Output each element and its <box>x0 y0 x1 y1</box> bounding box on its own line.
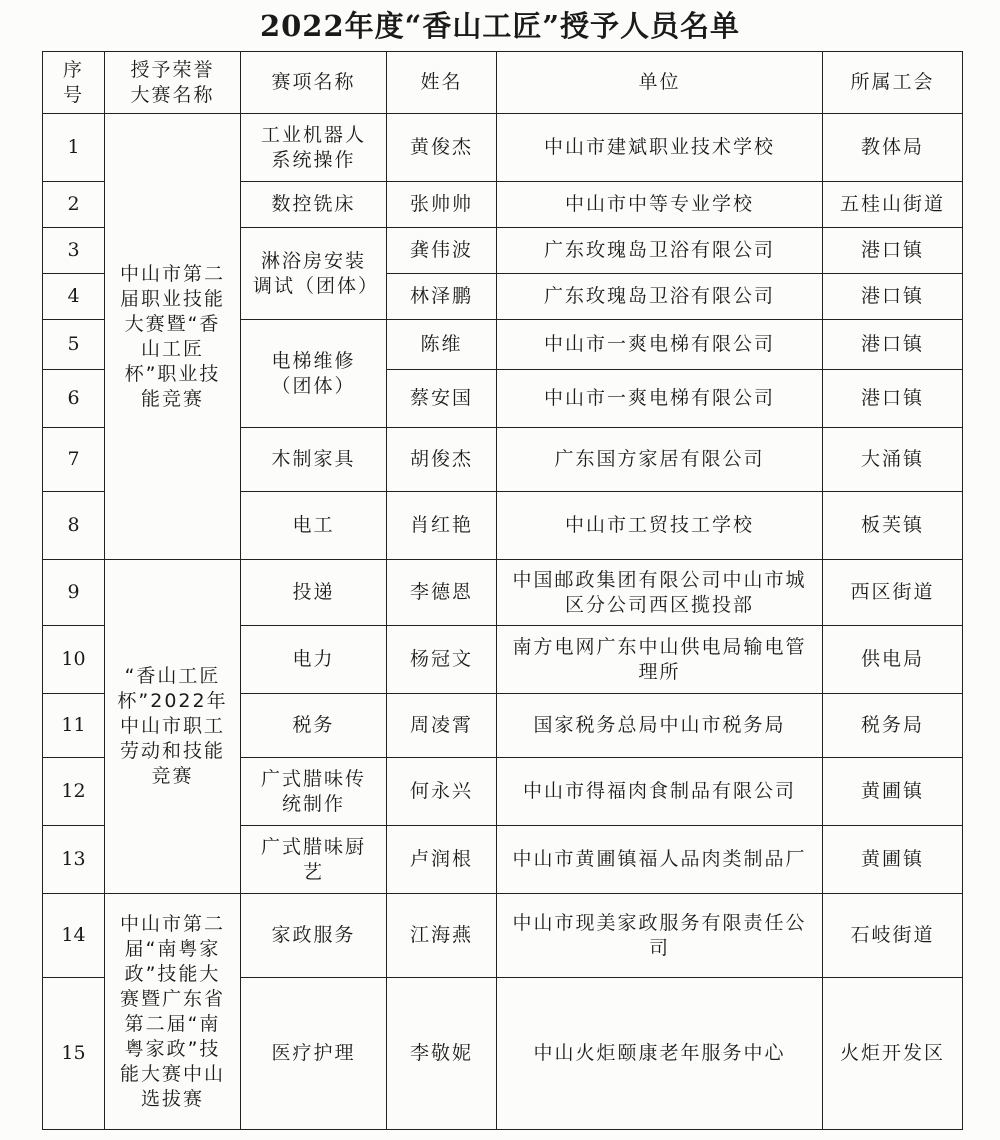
unit-cell: 广东玫瑰岛卫浴有限公司 <box>497 274 823 320</box>
unit-cell: 南方电网广东中山供电局输电管理所 <box>497 626 823 694</box>
row-seq: 9 <box>43 560 105 626</box>
name-cell: 黄俊杰 <box>387 114 497 182</box>
union-cell: 教体局 <box>823 114 963 182</box>
header-seq: 序号 <box>43 52 105 114</box>
unit-cell: 广东玫瑰岛卫浴有限公司 <box>497 228 823 274</box>
table-row <box>43 114 963 182</box>
unit-cell: 广东国方家居有限公司 <box>497 428 823 492</box>
row-seq: 4 <box>43 274 105 320</box>
name-cell: 龚伟波 <box>387 228 497 274</box>
row-seq: 11 <box>43 694 105 758</box>
name-cell: 李敬妮 <box>387 978 497 1130</box>
name-cell: 胡俊杰 <box>387 428 497 492</box>
event-cell: 医疗护理 <box>241 978 387 1130</box>
union-cell: 港口镇 <box>823 320 963 370</box>
unit-cell: 中国邮政集团有限公司中山市城区分公司西区揽投部 <box>497 560 823 626</box>
unit-cell: 中山市得福肉食制品有限公司 <box>497 758 823 826</box>
event-cell: 木制家具 <box>241 428 387 492</box>
union-cell: 黄圃镇 <box>823 758 963 826</box>
union-cell: 港口镇 <box>823 274 963 320</box>
unit-cell: 中山市中等专业学校 <box>497 182 823 228</box>
document-title: 2022年度“香山工匠”授予人员名单 <box>259 9 741 43</box>
name-cell: 江海燕 <box>387 894 497 978</box>
union-cell: 港口镇 <box>823 370 963 428</box>
union-cell: 供电局 <box>823 626 963 694</box>
name-cell: 周凌霄 <box>387 694 497 758</box>
header-unit: 单位 <box>497 52 823 114</box>
unit-cell: 中山市黄圃镇福人品肉类制品厂 <box>497 826 823 894</box>
unit-cell: 国家税务总局中山市税务局 <box>497 694 823 758</box>
unit-cell: 中山市现美家政服务有限责任公司 <box>497 894 823 978</box>
unit-cell: 中山市一爽电梯有限公司 <box>497 370 823 428</box>
row-seq: 2 <box>43 182 105 228</box>
name-cell: 何永兴 <box>387 758 497 826</box>
header-row <box>43 52 963 114</box>
event-cell: 家政服务 <box>241 894 387 978</box>
event-cell: 工业机器人系统操作 <box>241 114 387 182</box>
name-cell: 张帅帅 <box>387 182 497 228</box>
event-cell: 广式腊味传统制作 <box>241 758 387 826</box>
union-cell: 大涌镇 <box>823 428 963 492</box>
header-name: 姓名 <box>387 52 497 114</box>
row-seq: 1 <box>43 114 105 182</box>
name-cell: 蔡安国 <box>387 370 497 428</box>
competition-cell: 中山市第二届“南粤家政”技能大赛暨广东省第二届“南粤家政”技能大赛中山选拔赛 <box>105 894 241 1130</box>
union-cell: 税务局 <box>823 694 963 758</box>
unit-cell: 中山市工贸技工学校 <box>497 492 823 560</box>
competition-cell: 中山市第二届职业技能大赛暨“香山工匠杯”职业技能竞赛 <box>105 114 241 560</box>
union-cell: 板芙镇 <box>823 492 963 560</box>
table-row <box>43 560 963 626</box>
header-competition: 授予荣誉大赛名称 <box>105 52 241 114</box>
union-cell: 黄圃镇 <box>823 826 963 894</box>
name-cell: 林泽鹏 <box>387 274 497 320</box>
row-seq: 13 <box>43 826 105 894</box>
header-event: 赛项名称 <box>241 52 387 114</box>
event-cell: 电梯维修（团体） <box>241 320 387 428</box>
row-seq: 8 <box>43 492 105 560</box>
row-seq: 10 <box>43 626 105 694</box>
union-cell: 火炬开发区 <box>823 978 963 1130</box>
row-seq: 15 <box>43 978 105 1130</box>
event-cell: 数控铣床 <box>241 182 387 228</box>
union-cell: 五桂山街道 <box>823 182 963 228</box>
row-seq: 6 <box>43 370 105 428</box>
event-cell: 电工 <box>241 492 387 560</box>
name-cell: 陈维 <box>387 320 497 370</box>
name-cell: 李德恩 <box>387 560 497 626</box>
event-cell: 电力 <box>241 626 387 694</box>
name-cell: 卢润根 <box>387 826 497 894</box>
union-cell: 石岐街道 <box>823 894 963 978</box>
unit-cell: 中山市建斌职业技术学校 <box>497 114 823 182</box>
unit-cell: 中山市一爽电梯有限公司 <box>497 320 823 370</box>
header-union: 所属工会 <box>823 52 963 114</box>
event-cell: 广式腊味厨艺 <box>241 826 387 894</box>
row-seq: 14 <box>43 894 105 978</box>
competition-cell: “香山工匠杯”2022年中山市职工劳动和技能竞赛 <box>105 560 241 894</box>
row-seq: 12 <box>43 758 105 826</box>
union-cell: 港口镇 <box>823 228 963 274</box>
event-cell: 淋浴房安装调试（团体） <box>241 228 387 320</box>
table-row <box>43 894 963 978</box>
event-cell: 税务 <box>241 694 387 758</box>
row-seq: 5 <box>43 320 105 370</box>
event-cell: 投递 <box>241 560 387 626</box>
union-cell: 西区街道 <box>823 560 963 626</box>
row-seq: 3 <box>43 228 105 274</box>
unit-cell: 中山火炬颐康老年服务中心 <box>497 978 823 1130</box>
row-seq: 7 <box>43 428 105 492</box>
name-cell: 肖红艳 <box>387 492 497 560</box>
name-cell: 杨冠文 <box>387 626 497 694</box>
awardee-table <box>42 51 963 1130</box>
